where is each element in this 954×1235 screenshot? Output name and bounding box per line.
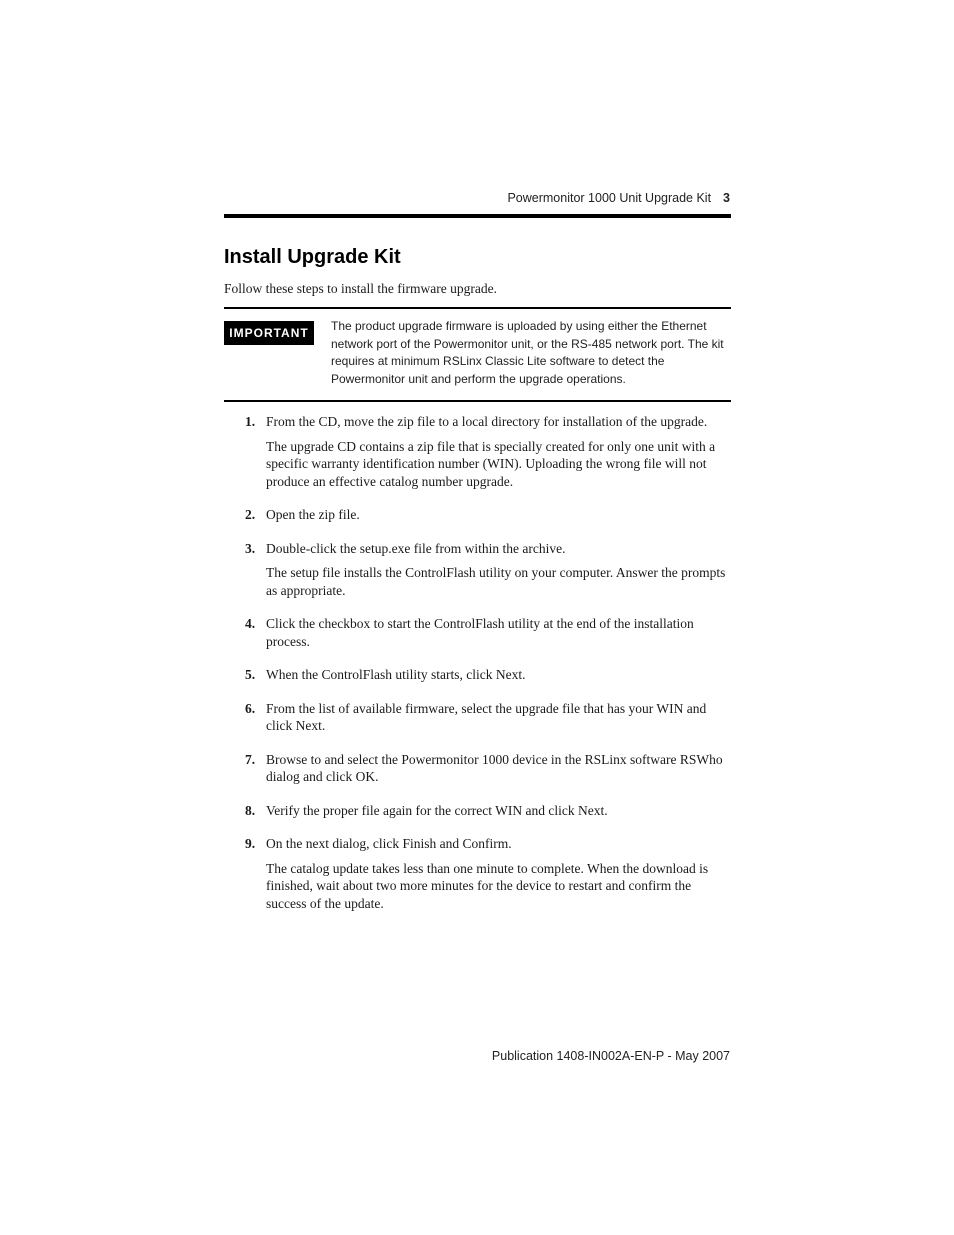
steps-list xyxy=(245,413,731,928)
step-item xyxy=(245,751,731,786)
step-number: 6. xyxy=(245,700,256,716)
step-text: From the list of available firmware, select the upgrade file that has your WIN and click Next. xyxy=(266,700,707,733)
step-text: Open the zip file. xyxy=(266,507,360,522)
step-number: 2. xyxy=(245,507,256,522)
step-text: Click the checkbox to start the ControlFlash utility at the end of the installation process. xyxy=(266,616,694,649)
step-number: 8. xyxy=(245,802,256,818)
step-item xyxy=(245,700,731,735)
important-callout xyxy=(224,307,731,402)
step-note: The setup file installs the ControlFlash utility on your computer. Answer the prompts as appropriate. xyxy=(266,565,726,598)
step-text: Double-click the setup.exe file from within the archive. xyxy=(266,540,566,556)
step-item xyxy=(245,540,731,600)
step-item xyxy=(245,615,731,650)
page-footer: Publication 1408-IN002A-EN-P - May 2007 xyxy=(491,1049,730,1063)
step-number: 7. xyxy=(245,751,256,767)
running-title: Powermonitor 1000 Unit Upgrade Kit xyxy=(507,191,712,205)
step-item xyxy=(245,413,731,490)
step-item xyxy=(245,835,731,912)
step-note: The upgrade CD contains a zip file that is specially created for only one unit with a specific warranty identification number (WIN). Uploading the wrong file will not produce an effective catalog number upgrade. xyxy=(266,438,716,489)
step-number: 5. xyxy=(245,667,256,682)
step-item xyxy=(245,802,731,820)
step-note: The catalog update takes less than one minute to complete. When the download is finished, wait about two more minutes for the device to restart and confirm the success of the update. xyxy=(266,860,709,911)
step-text: When the ControlFlash utility starts, click Next. xyxy=(266,667,526,682)
step-number: 1. xyxy=(245,414,256,429)
step-text: Browse to and select the Powermonitor 1000 device in the RSLinx software RSWho dialog and click OK. xyxy=(266,751,723,784)
page-number: 3 xyxy=(723,191,730,205)
step-text: Verify the proper file again for the correct WIN and click Next. xyxy=(266,802,608,818)
important-text: The product upgrade firmware is uploaded by using either the Ethernet network port of the Powermonitor unit, or the RS-485 network port. The kit requires at minimum RSLinx Classic Lite software to detect the Powermonitor unit and perform the upgrade operations. xyxy=(331,319,724,386)
page-header xyxy=(224,191,730,205)
step-item xyxy=(245,506,731,524)
section-title: Install Upgrade Kit xyxy=(224,246,401,268)
step-text: On the next dialog, click Finish and Confirm. xyxy=(266,836,512,851)
step-text: From the CD, move the zip file to a local directory for installation of the upgrade. xyxy=(266,414,708,429)
header-rule xyxy=(224,214,731,218)
section-intro: Follow these steps to install the firmware upgrade. xyxy=(224,281,497,296)
step-item xyxy=(245,666,731,684)
step-number: 4. xyxy=(245,616,256,631)
step-number: 3. xyxy=(245,540,256,556)
important-label: IMPORTANT xyxy=(224,321,314,345)
step-number: 9. xyxy=(245,836,256,851)
